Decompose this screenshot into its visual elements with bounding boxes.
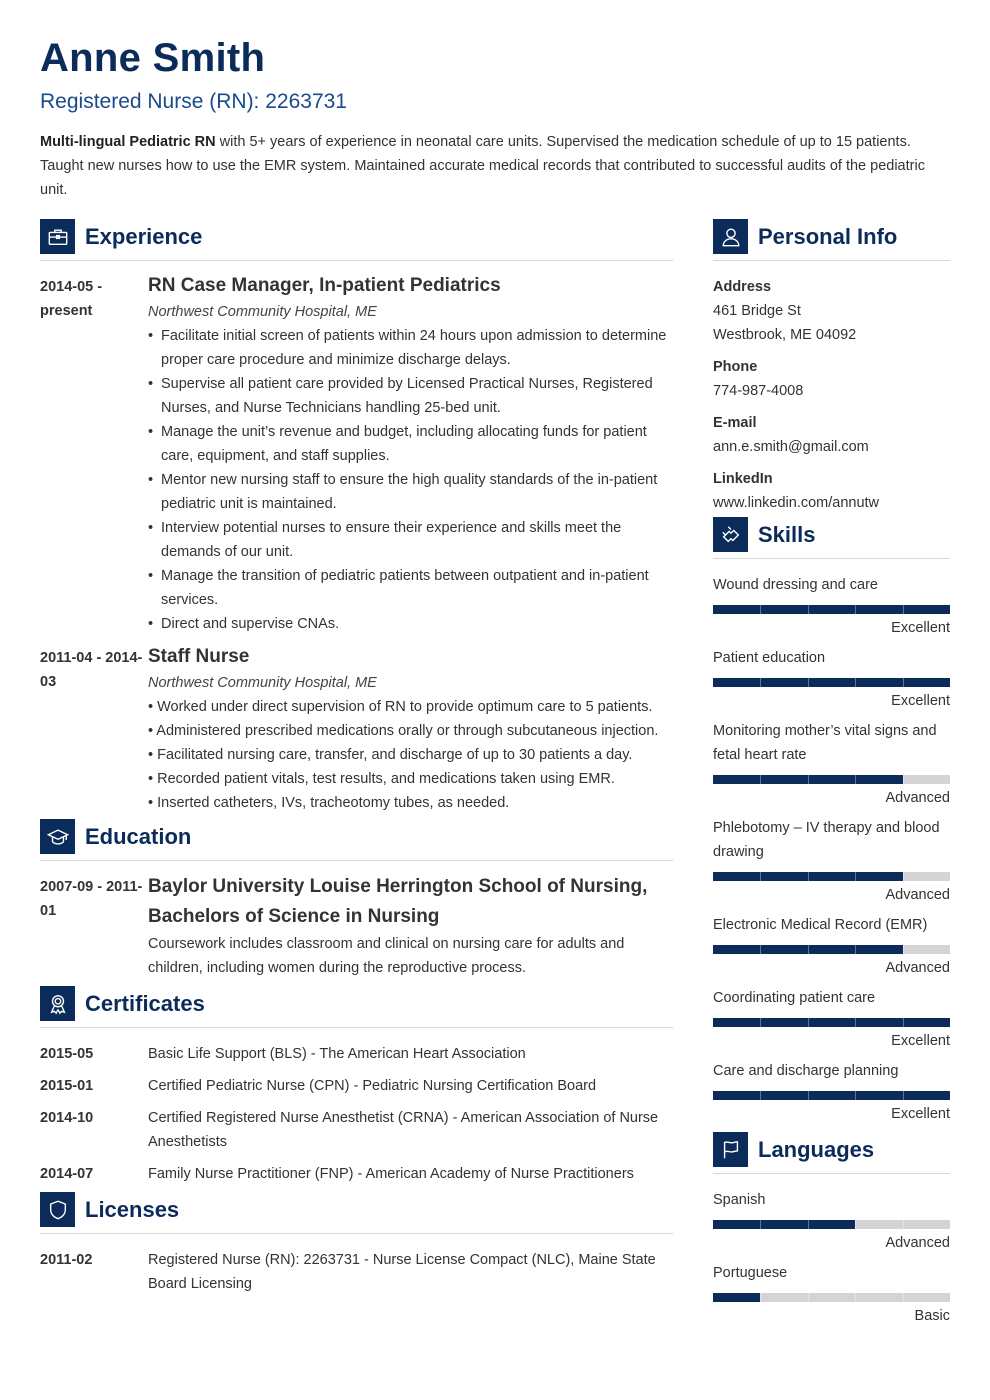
user-icon	[713, 219, 748, 254]
education-heading	[40, 819, 673, 861]
level-bar-divider	[903, 1220, 904, 1229]
job-bullet: • Mentor new nursing staff to ensure the high quality standards of the in-patient pediatric unit is maintained.	[148, 468, 673, 516]
level-bar-divider	[855, 1220, 856, 1229]
level-bar-divider	[903, 1018, 904, 1027]
profile-summary	[40, 130, 950, 202]
education-body	[148, 875, 673, 980]
info-field	[713, 355, 950, 403]
info-field	[713, 411, 950, 459]
level-bar-divider	[855, 775, 856, 784]
level-bar-divider	[808, 1293, 809, 1302]
level-bar-fill	[713, 1091, 950, 1100]
skill-item	[713, 986, 950, 1053]
info-value: www.linkedin.com/annutw	[713, 495, 880, 511]
skill-name: Patient education	[713, 650, 826, 666]
level-bar-divider	[903, 1091, 904, 1100]
level-bar	[713, 945, 950, 954]
skill-name: Monitoring mother’s vital signs and fetal heart rate	[713, 723, 937, 763]
skill-name: Coordinating patient care	[713, 990, 876, 1006]
personal-info-heading	[713, 219, 950, 261]
personal-info-section	[713, 219, 950, 515]
level-bar-divider	[760, 605, 761, 614]
job-title-text: RN Case Manager, In-patient Pediatrics	[148, 275, 501, 296]
job-line: • Administered prescribed medications orally or through subcutaneous injection.	[148, 723, 659, 739]
level-bar-divider	[855, 1293, 856, 1302]
main-column	[40, 219, 673, 1304]
level-bar-fill	[713, 1293, 760, 1302]
level-bar-divider	[808, 1018, 809, 1027]
job-line: • Recorded patient vitals, test results, and medications taken using EMR.	[148, 771, 615, 787]
level-bar-divider	[760, 1018, 761, 1027]
level-bar-divider	[760, 872, 761, 881]
level-bar-divider	[760, 1220, 761, 1229]
level-bar	[713, 1293, 950, 1302]
level-bar-fill	[713, 1018, 950, 1027]
level-bar-divider	[760, 678, 761, 687]
languages-section	[713, 1132, 950, 1328]
personal-info-title: Personal Info	[758, 223, 898, 249]
certificate-text: Basic Life Support (BLS) - The American Heart Association	[148, 1046, 526, 1062]
job-date: 2014-05 - present	[40, 279, 103, 319]
certificate-row	[40, 1042, 673, 1066]
level-bar-divider	[855, 605, 856, 614]
licenses-title: Licenses	[85, 1196, 180, 1222]
level-bar	[713, 1091, 950, 1100]
summary-text: with 5+ years of experience in neonatal care units. Supervised the medication schedule of up to 15 patients. Taught new nurses how to use the EMR system. Maintained accurate medical records that contributed to successful audits of the pediatric unit.	[40, 134, 925, 198]
info-label: Phone	[713, 359, 758, 375]
level-bar-divider	[760, 945, 761, 954]
skills-section	[713, 517, 950, 1126]
level-label: Basic	[914, 1308, 950, 1324]
level-label: Excellent	[891, 1033, 950, 1049]
level-label: Excellent	[891, 693, 950, 709]
education-date: 2007-09 - 2011-01	[40, 879, 143, 919]
job-body	[148, 646, 673, 815]
license-text: Registered Nurse (RN): 2263731 - Nurse License Compact (NLC), Maine State Board Licensing	[148, 1252, 656, 1292]
level-bar-divider	[808, 678, 809, 687]
job-date: 2011-04 - 2014-03	[40, 650, 143, 690]
summary-highlight: Multi-lingual Pediatric RN	[40, 134, 216, 150]
job-line: • Worked under direct supervision of RN to provide optimum care to 5 patients.	[148, 699, 653, 715]
job-bullets	[148, 324, 673, 636]
level-bar-divider	[855, 872, 856, 881]
info-label: Address	[713, 279, 772, 295]
level-bar	[713, 1018, 950, 1027]
info-value: ann.e.smith@gmail.com	[713, 439, 869, 455]
level-bar-divider	[903, 775, 904, 784]
job-bullet: • Interview potential nurses to ensure their experience and skills meet the demands of our unit.	[148, 516, 673, 564]
language-item	[713, 1188, 950, 1255]
level-bar	[713, 605, 950, 614]
level-bar-divider	[855, 678, 856, 687]
job-bullet: • Supervise all patient care provided by Licensed Practical Nurses, Registered Nurses, and Nurse Technicians handling 25-bed unit.	[148, 372, 673, 420]
job-entry	[40, 646, 673, 815]
level-bar-divider	[903, 945, 904, 954]
job-entry	[40, 275, 673, 636]
skill-item	[713, 816, 950, 907]
education-degree: Baylor University Louise Herrington School of Nursing, Bachelors of Science in Nursing	[148, 876, 648, 927]
skill-item	[713, 719, 950, 810]
level-bar-fill	[713, 1220, 855, 1229]
certificate-date: 2015-05	[40, 1046, 94, 1062]
level-label: Excellent	[891, 1106, 950, 1122]
level-bar	[713, 775, 950, 784]
certificates-section	[40, 986, 673, 1186]
languages-list	[713, 1188, 950, 1328]
level-bar-divider	[903, 1293, 904, 1302]
graduation-cap-icon	[40, 819, 75, 854]
level-bar-divider	[855, 1091, 856, 1100]
level-bar-divider	[903, 872, 904, 881]
level-bar-divider	[903, 678, 904, 687]
job-title-text: Staff Nurse	[148, 646, 250, 667]
experience-heading	[40, 219, 673, 261]
education-description: Coursework includes classroom and clinical on nursing care for adults and children, including women during the reproductive process.	[148, 936, 625, 976]
certificates-heading	[40, 986, 673, 1028]
license-row	[40, 1248, 673, 1296]
certificate-date: 2014-10	[40, 1110, 94, 1126]
job-bullet: • Facilitate initial screen of patients within 24 hours upon admission to determine proper care procedure and minimize discharge delays.	[148, 324, 673, 372]
certificate-date: 2015-01	[40, 1078, 94, 1094]
level-bar-divider	[808, 1091, 809, 1100]
education-title: Education	[85, 823, 192, 849]
certificate-text: Certified Pediatric Nurse (CPN) - Pediatric Nursing Certification Board	[148, 1078, 597, 1094]
experience-section	[40, 219, 673, 815]
job-body	[148, 275, 673, 636]
language-name: Spanish	[713, 1192, 766, 1208]
level-bar-divider	[808, 872, 809, 881]
certificate-text: Family Nurse Practitioner (FNP) - American Academy of Nurse Practitioners	[148, 1166, 634, 1182]
certificate-row	[40, 1074, 673, 1098]
info-field	[713, 467, 950, 515]
languages-title: Languages	[758, 1136, 875, 1162]
level-bar-fill	[713, 678, 950, 687]
candidate-name: Anne Smith	[40, 36, 266, 80]
info-value: 461 Bridge St Westbrook, ME 04092	[713, 303, 857, 343]
level-bar-divider	[855, 945, 856, 954]
skill-name: Wound dressing and care	[713, 577, 878, 593]
level-bar-divider	[808, 1220, 809, 1229]
language-item	[713, 1261, 950, 1328]
certificate-date: 2014-07	[40, 1166, 94, 1182]
level-bar-divider	[760, 1091, 761, 1100]
level-bar-divider	[903, 605, 904, 614]
licenses-section	[40, 1192, 673, 1296]
certificate-text: Certified Registered Nurse Anesthetist (CRNA) - American Association of Nurse Anesthetists	[148, 1110, 659, 1150]
job-bullet: • Direct and supervise CNAs.	[148, 612, 673, 636]
job-company: Northwest Community Hospital, ME	[148, 675, 377, 691]
briefcase-icon	[40, 219, 75, 254]
level-bar-divider	[808, 605, 809, 614]
language-name: Portuguese	[713, 1265, 788, 1281]
job-line: • Facilitated nursing care, transfer, and discharge of up to 30 patients a day.	[148, 747, 633, 763]
certificate-row	[40, 1162, 673, 1186]
skills-list	[713, 573, 950, 1126]
skill-item	[713, 573, 950, 640]
level-label: Excellent	[891, 620, 950, 636]
puzzle-hand-icon	[713, 517, 748, 552]
licenses-heading	[40, 1192, 673, 1234]
level-bar-fill	[713, 605, 950, 614]
level-bar	[713, 678, 950, 687]
skill-name: Electronic Medical Record (EMR)	[713, 917, 928, 933]
skill-name: Phlebotomy – IV therapy and blood drawing	[713, 820, 940, 860]
info-field	[713, 275, 950, 347]
level-bar-divider	[808, 945, 809, 954]
job-company: Northwest Community Hospital, ME	[148, 304, 377, 320]
job-line: • Inserted catheters, IVs, tracheotomy tubes, as needed.	[148, 795, 510, 811]
job-title: Registered Nurse (RN): 2263731	[40, 90, 347, 113]
level-bar-divider	[855, 1018, 856, 1027]
education-entry	[40, 875, 673, 980]
info-label: E-mail	[713, 415, 757, 431]
shield-icon	[40, 1192, 75, 1227]
certificates-title: Certificates	[85, 990, 205, 1016]
flag-icon	[713, 1132, 748, 1167]
job-bullet: • Manage the transition of pediatric patients between outpatient and in-patient services.	[148, 564, 673, 612]
level-label: Advanced	[885, 960, 950, 976]
skill-item	[713, 913, 950, 980]
award-ribbon-icon	[40, 986, 75, 1021]
level-label: Advanced	[885, 887, 950, 903]
level-bar	[713, 1220, 950, 1229]
info-value: 774-987-4008	[713, 383, 804, 399]
level-bar-divider	[760, 775, 761, 784]
skills-heading	[713, 517, 950, 559]
sidebar-column	[713, 219, 950, 1334]
info-label: LinkedIn	[713, 471, 773, 487]
level-bar	[713, 872, 950, 881]
level-bar-divider	[808, 775, 809, 784]
languages-heading	[713, 1132, 950, 1174]
level-bar-divider	[760, 1293, 761, 1302]
skill-name: Care and discharge planning	[713, 1063, 899, 1079]
skill-item	[713, 646, 950, 713]
education-section	[40, 819, 673, 980]
skill-item	[713, 1059, 950, 1126]
level-label: Advanced	[885, 790, 950, 806]
license-date: 2011-02	[40, 1252, 93, 1268]
level-label: Advanced	[885, 1235, 950, 1251]
experience-title: Experience	[85, 223, 203, 249]
certificate-row	[40, 1106, 673, 1154]
skills-title: Skills	[758, 521, 816, 547]
job-bullet: • Manage the unit’s revenue and budget, including allocating funds for patient care, equipment, and staff supplies.	[148, 420, 673, 468]
